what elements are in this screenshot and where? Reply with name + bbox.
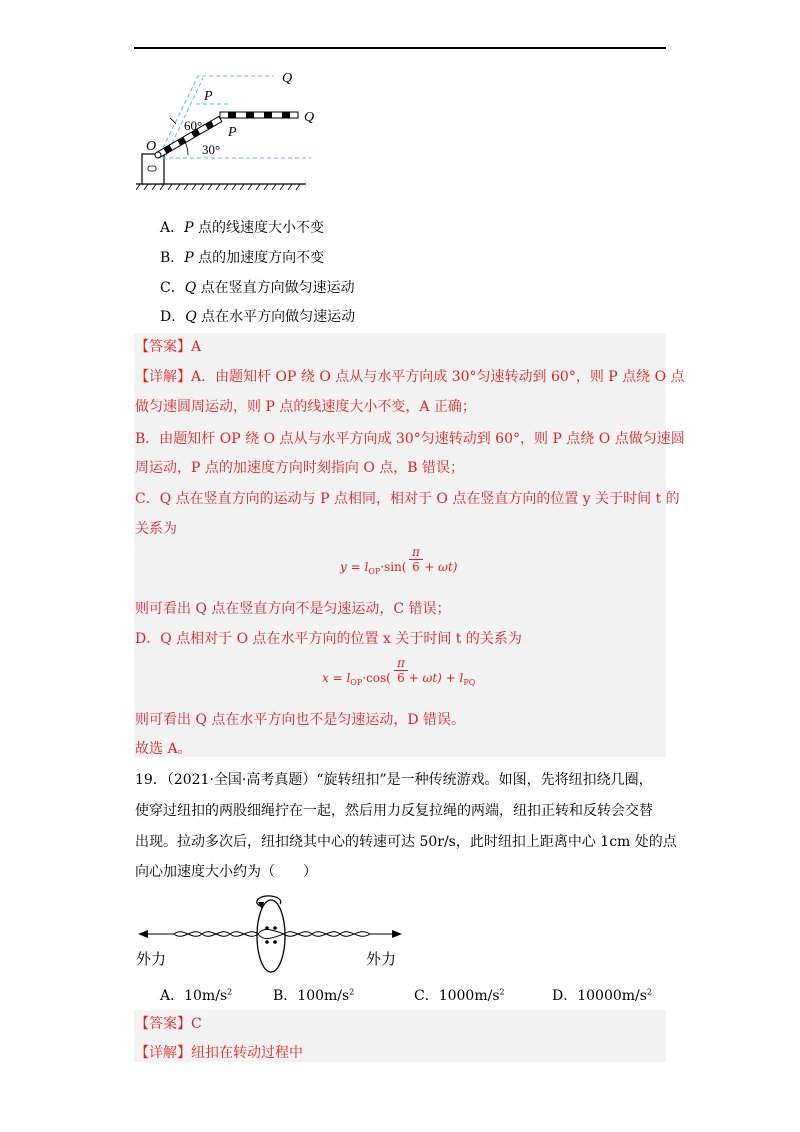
label-o: O bbox=[146, 139, 157, 154]
q18-option-d: D．Q 点在水平方向做匀速运动 bbox=[160, 309, 356, 325]
q19-answer: 【答案】C bbox=[135, 1016, 202, 1032]
label-p: P bbox=[228, 125, 237, 140]
formula-y-fraction: $\frac{\pi}{6}$ bbox=[409, 545, 423, 574]
force-label-right: 外力 bbox=[366, 950, 397, 968]
q19-line2: 使穿过纽扣的两股细绳拧在一起，然后用力反复拉绳的两端，纽扣正转和反转会交替 bbox=[135, 803, 653, 819]
angle-60-label: 60° bbox=[184, 118, 203, 133]
header-rule bbox=[134, 47, 666, 49]
q18-detail-line4: 周运动，P 点的加速度方向时刻指向 O 点，B 错误； bbox=[135, 460, 464, 476]
label-p-top: P bbox=[204, 89, 213, 104]
q18-answer: 【答案】A bbox=[135, 339, 202, 355]
q19-option-d: D．$10000m/s^2$ bbox=[552, 987, 653, 1004]
angle-30-label: 30° bbox=[202, 142, 221, 157]
q18-detail-line1: 【详解】A．由题知杆 OP 绕 O 点从与水平方向成 30°匀速转动到 60°，则 P 点绕 O 点 bbox=[135, 369, 685, 385]
formula-x-fraction: $\frac{\pi}{6}$ bbox=[394, 656, 408, 685]
q19-option-b: B．$100m/s^2$ bbox=[273, 987, 355, 1004]
formula-y: $y = l_{OP}\cdot\sin( + \omega t)$ bbox=[340, 560, 458, 576]
q18-detail-line9: 则可看出 Q 点在水平方向也不是匀速运动，D 错误。 bbox=[135, 712, 466, 728]
formula-x: $x = l_{OP}\cdot\cos( + \omega t) + l_{PQ}$ bbox=[322, 671, 476, 687]
spinning-button-figure bbox=[134, 890, 414, 978]
barrier-figure bbox=[136, 66, 386, 200]
force-label-left: 外力 bbox=[136, 950, 167, 968]
q19-detail: 【详解】纽扣在转动过程中 bbox=[135, 1045, 303, 1061]
label-q-top: Q bbox=[282, 71, 293, 86]
q18-detail-line7: 则可看出 Q 点在竖直方向不是匀速运动，C 错误； bbox=[135, 601, 451, 617]
q18-option-b: B．P 点的加速度方向不变 bbox=[160, 250, 325, 266]
q19-line4: 向心加速度大小约为（ ） bbox=[135, 864, 317, 880]
q18-detail-line10: 故选 A。 bbox=[135, 741, 192, 757]
q18-detail-line3: B．由题知杆 OP 绕 O 点从与水平方向成 30°匀速转动到 60°，则 P 点绕 O 点做匀速圆 bbox=[135, 431, 685, 447]
q18-detail-line8: D．Q 点相对于 O 点在水平方向的位置 x 关于时间 t 的关系为 bbox=[135, 631, 522, 647]
label-q: Q bbox=[304, 110, 315, 125]
q18-option-c: C．Q 点在竖直方向做匀速运动 bbox=[160, 280, 355, 296]
q18-answer-box bbox=[134, 333, 666, 757]
q19-option-a: A．$10m/s^2$ bbox=[160, 987, 233, 1004]
q18-detail-line6: 关系为 bbox=[135, 521, 177, 537]
q18-option-a: A．P 点的线速度大小不变 bbox=[160, 220, 324, 236]
q19-option-c: C．$1000m/s^2$ bbox=[414, 987, 505, 1004]
q19-line3: 出现。拉动多次后，纽扣绕其中心的转速可达 50r/s，此时纽扣上距离中心 1cm 处的点 bbox=[135, 834, 677, 850]
q18-detail-line5: C．Q 点在竖直方向的运动与 P 点相同，相对于 O 点在竖直方向的位置 y 关于时间 t 的 bbox=[135, 491, 680, 507]
q19-line1: 19．（2021·全国·高考真题）“旋转纽扣”是一种传统游戏。如图，先将纽扣绕几圈， bbox=[135, 772, 653, 788]
q18-detail-line2: 做匀速圆周运动，则 P 点的线速度大小不变，A 正确； bbox=[135, 399, 476, 415]
